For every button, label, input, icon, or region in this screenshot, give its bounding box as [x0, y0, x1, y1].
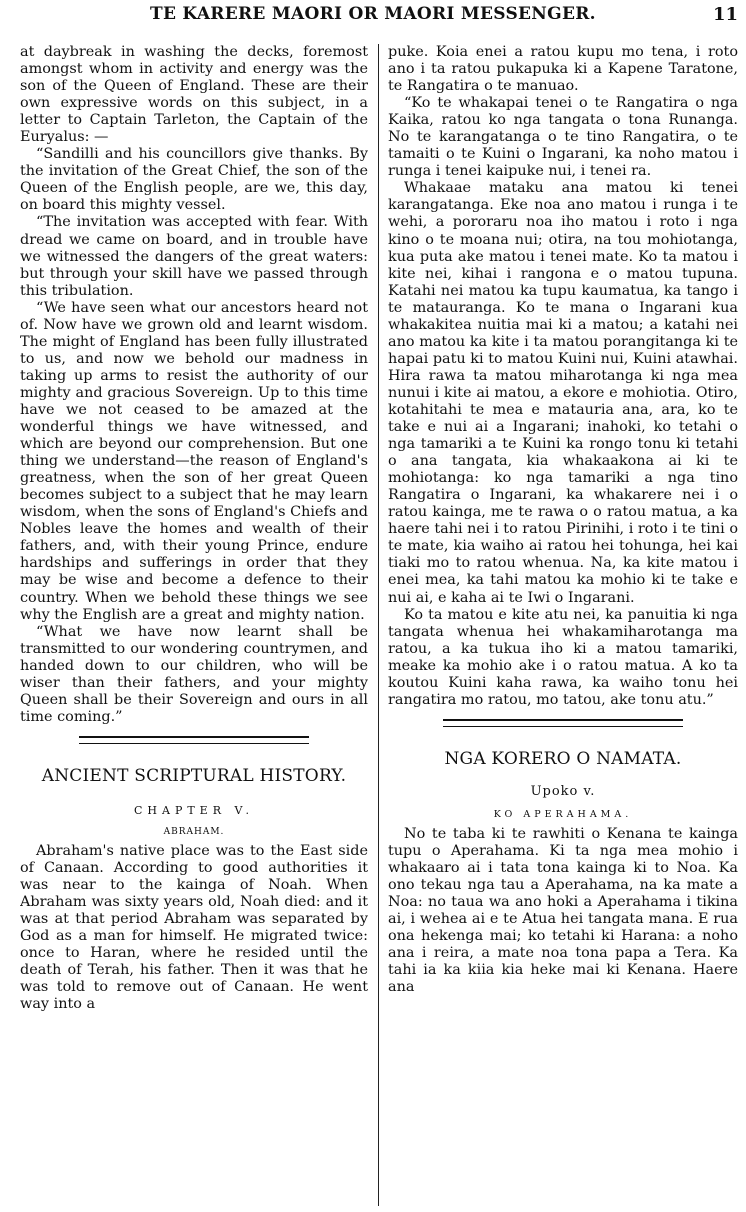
chapter-subheading: KO APERAHAMA. — [493, 808, 633, 820]
english-column — [20, 44, 368, 1013]
page-number: 11 — [712, 4, 738, 25]
letter-paragraph: Whakaae mataku ana matou ki tenei karangatanga. Eke noa ano matou i runga i te wehi, a pororaru noa iho matou i roto i nga kino o te moana nui; otira, na tou mohiotanga, kua puta ake matou i tenei mate. Ko ta matou i kite nei, kihai i rangona e o matou tupuna. Katahi nei matou ka tupu kaumatua, ka tango i te matauranga. Ko te mana o Ingarani kua whakakitea nuitia mai ki a matou; a katahi nei ano matou ka kite i ta matou porangitanga ki te hapai patu ki to matou Kuini nui, Kuini atawhai. Hira rawa ta matou miharotanga ki nga mea nunui i kite ai matou, a ekore e mohiotia. Otiro, kotahitahi te mea e matauria ana, ara, ko te take e nui ai a Ingarani; inahoki, ko tetahi o nga tamariki a te Kuini ka rongo tonu ki tetahi o ana tangata, kia whakaakona ai ki te mohiotanga: ko nga tamariki a nga tino Rangatira o Ingarani, ka whakarere nei i o ratou kainga, me te rawa o o ratou matua, a ka haere tahi nei i to ratou Pirinihi, i roto i te tini o te mate, kia waiho ai ratou hei tohunga, hei kai tiaki mo to ratou whenua. Na, ka kite matou i enei mea, ka tahi matou ka mohio ki te take e nui ai, e kaha ai te Iwi o Ingarani. — [388, 180, 738, 606]
section-title: NGA KORERO O NAMATA. — [444, 748, 682, 769]
section-rule — [79, 736, 309, 744]
maori-column — [388, 44, 738, 996]
letter-intro-paragraph: puke. Koia enei a ratou kupu mo tena, i roto ano i ta ratou pukapuka ki a Kapene Taratone, te Rangatira o te manuao. — [388, 44, 738, 95]
chapter-heading: CHAPTER V. — [133, 803, 255, 817]
section-rule — [443, 719, 683, 727]
section-title: ANCIENT SCRIPTURAL HISTORY. — [41, 765, 347, 786]
column-divider — [378, 44, 379, 1206]
letter-paragraph: “The invitation was accepted with fear. With dread we came on board, and in trouble have we witnessed the dangers of the great waters: but through your skill have we passed through this tribulation. — [20, 214, 368, 299]
chapter-heading: Upoko v. — [530, 783, 596, 799]
letter-paragraph: Ko ta matou e kite atu nei, ka panuitia ki nga tangata whenua hei whakamiharotanga ma ratou, a ka tukua iho ki a matou tamariki, meake ka mohio ake i o ratou matua. A ko ta koutou Kuini kaha rawa, ka waiho tonu hei rangatira mo ratou, mo tatou, ake tonu atu.” — [388, 606, 738, 708]
section-body: Abraham's native place was to the East side of Canaan. According to good authorities it was near to the kainga of Noah. When Abraham was sixty years old, Noah died: and it was at that period Abraham was separated by God as a man for himself. He migrated twice: once to Haran, where he resided until the death of Terah, his father. Then it was that he was told to remove out of Canaan. He went way into a — [20, 842, 368, 1013]
chapter-subheading: ABRAHAM. — [163, 826, 225, 837]
newspaper-title: TE KARERE MAORI OR MAORI MESSENGER. — [150, 4, 596, 24]
letter-paragraph: “What we have now learnt shall be transmitted to our wondering countrymen, and handed down to our children, who will be wiser than their fathers, and your mighty Queen shall be their Sovereign and ours in all time coming.” — [20, 623, 368, 725]
letter-paragraph: “Sandilli and his councillors give thanks. By the invitation of the Great Chief, the son of the Queen of the English people, are we, this day, on board this mighty vessel. — [20, 146, 368, 214]
letter-intro-paragraph: at daybreak in washing the decks, foremost amongst whom in activity and energy was the son of the Queen of England. These are their own expressive words on this subject, in a letter to Captain Tarleton, the Captain of the Euryalus: — — [20, 44, 368, 146]
letter-paragraph: “Ko te whakapai tenei o te Rangatira o nga Kaika, ratou ko nga tangata o tona Runanga. No te karangatanga o te tino Rangatira, o te tamaiti o te Kuini o Ingarani, ka noho matou i runga i tenei kaipuke nui, i tenei ra. — [388, 95, 738, 180]
letter-paragraph: “We have seen what our ancestors heard not of. Now have we grown old and learnt wisdom. The might of England has been fully illustrated to us, and now we behold our madness in taking up arms to resist the authority of our mighty and gracious Sovereign. Up to this time have we not ceased to be amazed at the wonderful things we have witnessed, and which are beyond our comprehension. But one thing we understand—the reason of England's greatness, when the son of her great Queen becomes subject to a subject that he may learn wisdom, when the sons of England's Chiefs and Nobles leave the homes and wealth of their fathers, and, with their young Prince, endure hardships and sufferings in order that they may be wise and become a defence to their country. When we behold these things we see why the English are a great and mighty nation. — [20, 299, 368, 623]
page-header — [0, 0, 746, 38]
section-body: No te taba ki te rawhiti o Kenana te kainga tupu o Aperahama. Ki ta nga mea mohio i whakaaro ai i tata tona kainga ki to Noa. Ka ono tekau nga tau a Aperahama, na ka mate a Noa: no taua wa ano hoki a Aperahama i tikina ai, i wehea ai e te Atua hei tangata mana. E rua ona hekenga mai; ko tetahi ki Harana: a noho ana i reira, a mate noa tona papa a Tera. Ka tahi ia ka kiia kia heke mai ki Kenana. Haere ana — [388, 825, 738, 996]
